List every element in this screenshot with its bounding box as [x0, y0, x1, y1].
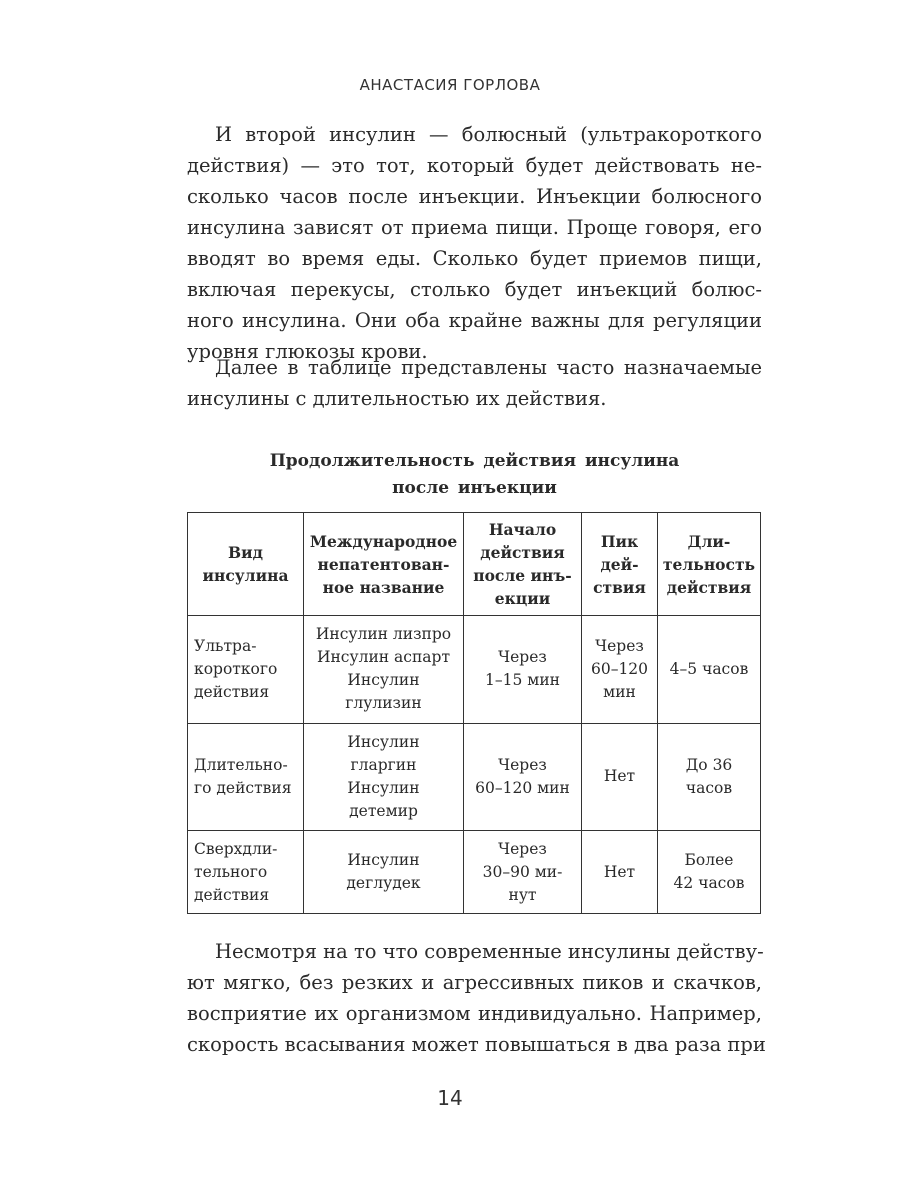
cell-insulin-type: Длительно- го действия	[188, 723, 304, 831]
paragraph-absorption	[187, 936, 766, 1060]
text-line: включая перекусы, столько будет инъекций болюс-	[187, 278, 762, 301]
header-inn-name: Международное непатентован- ное название	[304, 513, 464, 616]
cell-duration: Более 42 часов	[658, 831, 761, 914]
header-onset: Начало действия после инъ- екции	[464, 513, 582, 616]
text-line: Несмотря на то что современные инсулины действу-	[215, 940, 764, 963]
cell-onset: Через 60–120 мин	[464, 723, 582, 831]
text-line: восприятие их организмом индивидуально. Например,	[187, 1002, 762, 1025]
caption-line: после инъекции	[392, 478, 557, 498]
text-line: уровня глюкозы крови.	[187, 340, 428, 363]
cell-duration: 4–5 часов	[658, 616, 761, 724]
cell-inn-name: Инсулин деглудек	[304, 831, 464, 914]
cell-inn-name: Инсулин лизпро Инсулин аспарт Инсулин глулизин	[304, 616, 464, 724]
text-line: Далее в таблице представлены часто назначаемые	[215, 356, 762, 379]
cell-insulin-type: Сверхдли- тельного действия	[188, 831, 304, 914]
cell-peak: Нет	[582, 831, 658, 914]
table-row	[188, 831, 761, 914]
text-line: действия) — это тот, который будет действовать не-	[187, 154, 762, 177]
text-line: сколько часов после инъекции. Инъекции болюсного	[187, 185, 762, 208]
text-line: ют мягко, без резких и агрессивных пиков и скачков,	[187, 971, 762, 994]
text-line: инсулина зависят от приема пищи. Проще говоря, его	[187, 216, 762, 239]
table-header-row	[188, 513, 761, 616]
running-head-author: АНАСТАСИЯ ГОРЛОВА	[359, 76, 541, 94]
cell-onset: Через 1–15 мин	[464, 616, 582, 724]
cell-peak: Нет	[582, 723, 658, 831]
paragraph-bolus-insulin	[187, 119, 762, 367]
text-line: И второй инсулин — болюсный (ультракороткого	[215, 123, 762, 146]
insulin-duration-table	[187, 512, 761, 914]
header-insulin-type: Вид инсулина	[188, 513, 304, 616]
table-row	[188, 723, 761, 831]
cell-insulin-type: Ультра- короткого действия	[188, 616, 304, 724]
header-peak: Пик дей- ствия	[582, 513, 658, 616]
text-line: скорость всасывания может повышаться в два раза при	[187, 1033, 766, 1056]
page-number: 14	[437, 1086, 463, 1110]
text-line: ного инсулина. Они оба крайне важны для регуляции	[187, 309, 762, 332]
cell-inn-name: Инсулин гларгин Инсулин детемир	[304, 723, 464, 831]
header-duration: Дли- тельность действия	[658, 513, 761, 616]
cell-duration: До 36 часов	[658, 723, 761, 831]
table-caption	[187, 448, 762, 502]
caption-line: Продолжительность действия инсулина	[269, 451, 680, 471]
cell-peak: Через 60–120 мин	[582, 616, 658, 724]
text-line: инсулины с длительностью их действия.	[187, 387, 607, 410]
table-row	[188, 616, 761, 724]
cell-onset: Через 30–90 ми- нут	[464, 831, 582, 914]
text-line: вводят во время еды. Сколько будет приемов пищи,	[187, 247, 762, 270]
paragraph-table-intro	[187, 352, 762, 414]
